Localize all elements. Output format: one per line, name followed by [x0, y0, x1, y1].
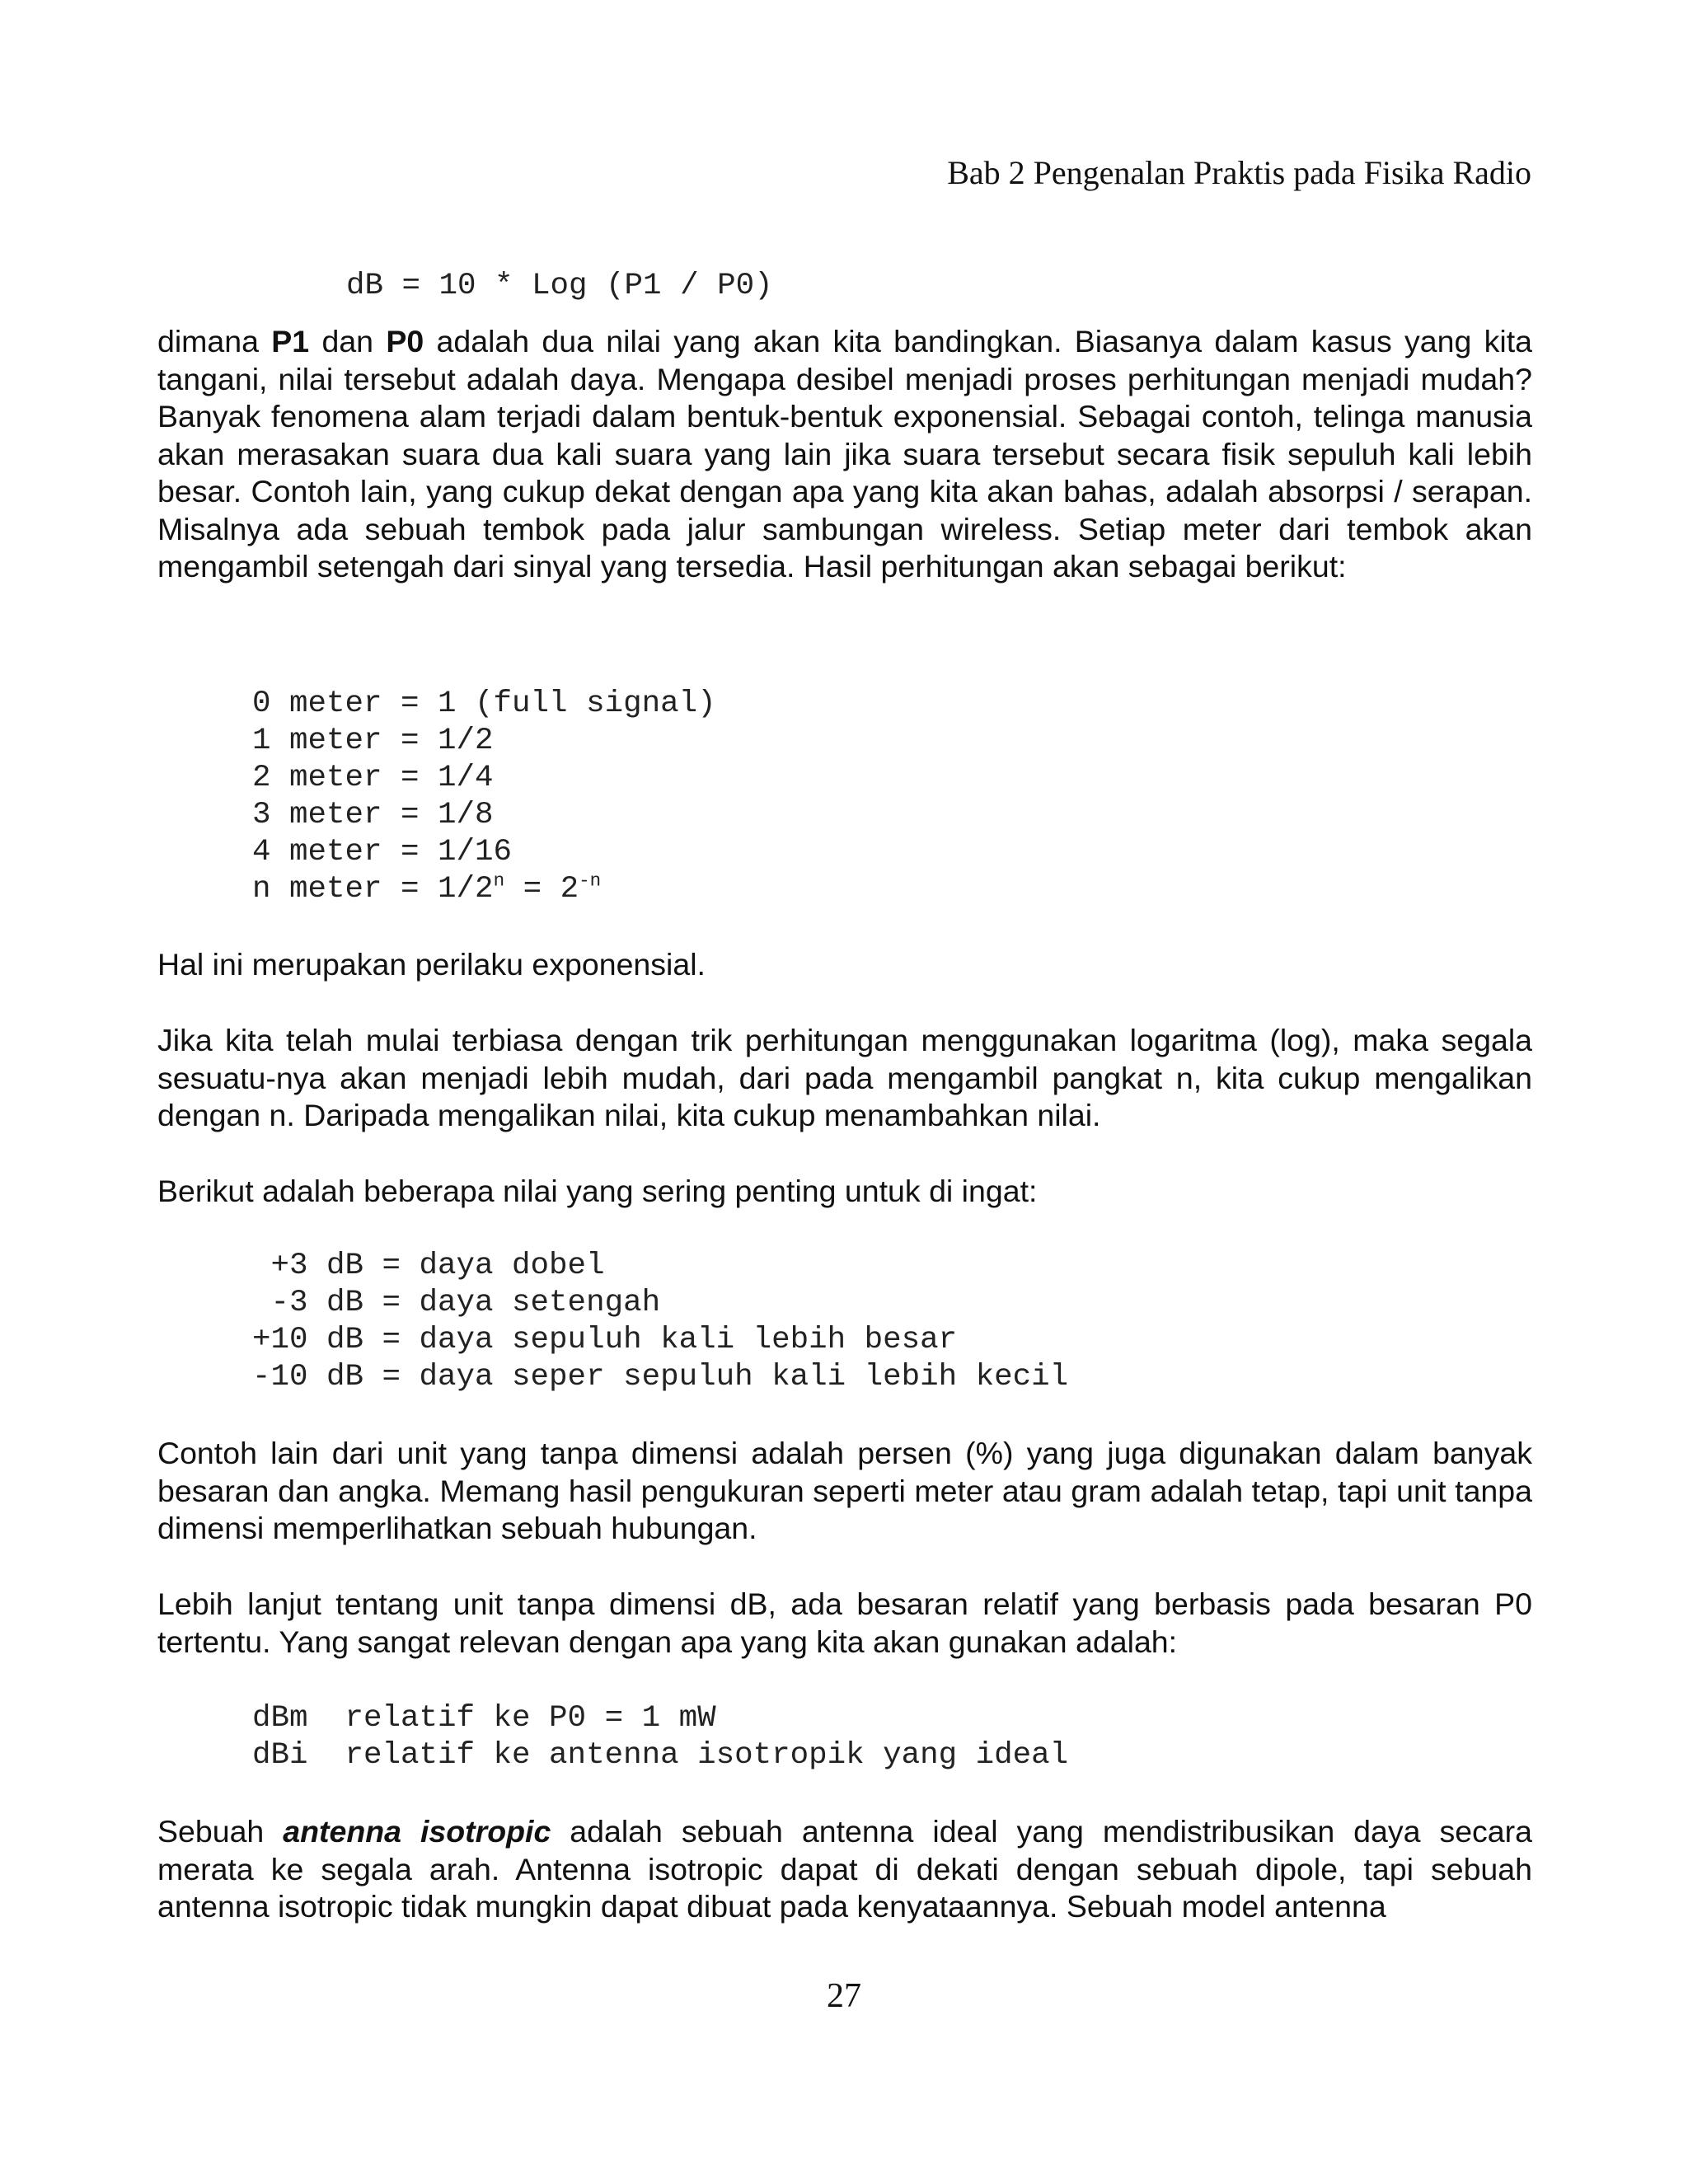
- unit-line: dBi relatif ke antenna isotropik yang ideal: [252, 1738, 1069, 1773]
- db-value-line: +10 dB = daya sepuluh kali lebih besar: [252, 1323, 958, 1357]
- meter-line: 2 meter = 1/4: [252, 761, 494, 795]
- db-values-list: [252, 1248, 1068, 1396]
- meter-line: 3 meter = 1/8: [252, 798, 494, 832]
- paragraph-exponential: Hal ini merupakan perilaku exponensial.: [157, 947, 706, 982]
- p0-term: P0: [386, 324, 424, 359]
- db-value-line: -3 dB = daya setengah: [252, 1286, 661, 1320]
- unit-line: dBm relatif ke P0 = 1 mW: [252, 1701, 716, 1736]
- running-header: Bab 2 Pengenalan Praktis pada Fisika Radio: [947, 154, 1531, 191]
- db-value-line: +3 dB = daya dobel: [252, 1249, 605, 1283]
- db-value-line: -10 dB = daya seper sepuluh kali lebih kecil: [252, 1360, 1069, 1394]
- paragraph-values-intro: Berikut adalah beberapa nilai yang sering penting untuk di ingat:: [157, 1174, 1038, 1208]
- isotropic-term: antenna isotropic: [283, 1814, 551, 1849]
- meter-list: [252, 686, 716, 908]
- db-formula: dB = 10 * Log (P1 / P0): [346, 269, 773, 303]
- paragraph-relative: Lebih lanjut tentang unit tanpa dimensi dB, ada besaran relatif yang berbasis pada besaran P0 tertentu. Yang sangat relevan dengan apa yang kita akan gunakan adalah:: [157, 1586, 1532, 1659]
- paragraph-logarithm: Jika kita telah mulai terbiasa dengan trik perhitungan menggunakan logaritma (log), maka segala sesuatu-nya akan menjadi lebih mudah, dari pada mengambil pangkat n, kita cukup mengalikan dengan n. Daripada mengalikan nilai, kita cukup menambahkan nilai.: [157, 1023, 1532, 1132]
- paragraph-isotropic: Sebuah antenna isotropic adalah sebuah antenna ideal yang mendistribusikan daya secara merata ke segala arah. Antenna isotropic dapat di dekati dengan sebuah dipole, tapi sebuah antenna isotropic tidak mungkin dapat dibuat pada kenyataannya. Sebuah model antenna: [157, 1814, 1532, 1924]
- p1-term: P1: [271, 324, 310, 359]
- paragraph-percent: Contoh lain dari unit yang tanpa dimensi adalah persen (%) yang juga digunakan dalam banyak besaran dan angka. Memang hasil pengukuran seperti meter atau gram adalah tetap, tapi unit tanpa dimensi memperlihatkan sebuah hubungan.: [157, 1436, 1532, 1545]
- units-list: [252, 1700, 1068, 1774]
- meter-line: 4 meter = 1/16: [252, 835, 513, 869]
- paragraph-intro: dimana P1 dan P0 adalah dua nilai yang akan kita bandingkan. Biasanya dalam kasus yang kita tangani, nilai tersebut adalah daya. Mengapa desibel menjadi proses perhitungan menjadi mudah? Banyak fenomena alam terjadi dalam bentuk-bentuk exponensial. Sebagai contoh, telinga manusia akan merasakan suara dua kali suara yang lain jika suara tersebut secara fisik sepuluh kali lebih besar. Contoh lain, yang cukup dekat dengan apa yang kita akan bahas, adalah absorpsi / serapan. Misalnya ada sebuah tembok pada jalur sambungan wireless. Setiap meter dari tembok akan mengambil setengah dari sinyal yang tersedia. Hasil perhitungan akan sebagai berikut:: [157, 324, 1533, 583]
- meter-line: 1 meter = 1/2: [252, 724, 494, 758]
- meter-line-n: n meter = $1/2^n = 2^{-n}$: [252, 869, 602, 907]
- meter-line: 0 meter = 1 (full signal): [252, 687, 716, 721]
- page-number: 27: [827, 1977, 861, 2015]
